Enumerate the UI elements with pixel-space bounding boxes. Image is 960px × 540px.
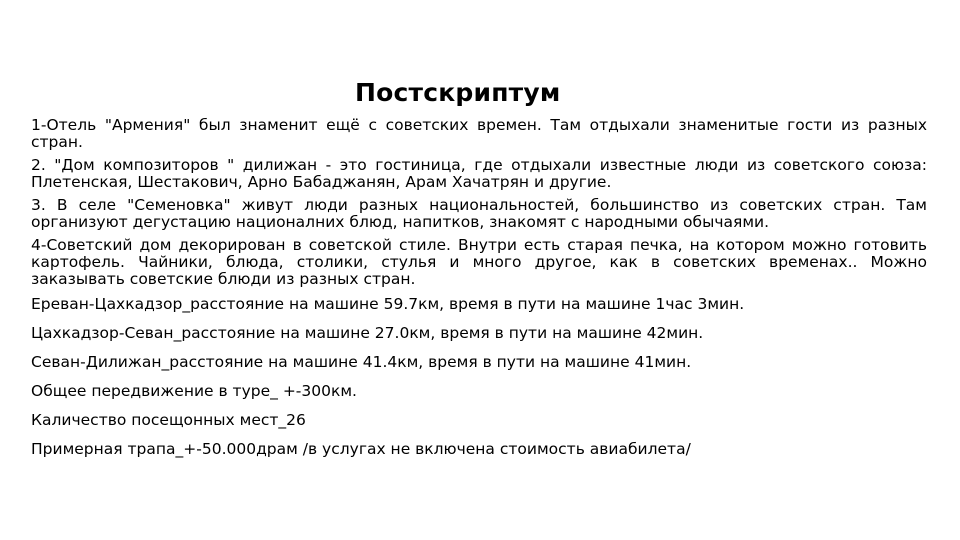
route-sevan-dilijan: Севан-Дилижан_расстояние на машине 41.4км, время в пути на машине 41мин. bbox=[31, 353, 692, 371]
slide-body bbox=[31, 117, 927, 464]
paragraph-hotel-armenia: 1-Отель "Армения" был знаменит ещё с советских времен. Там отдыхали знаменитые гости из разных стран. bbox=[31, 116, 927, 151]
route-info-list bbox=[31, 290, 927, 464]
approximate-cost: Примерная трапа_+-50.000драм /в услугах не включена стоимость авиабилета/ bbox=[31, 440, 691, 458]
paragraph-soviet-house: 4-Советский дом декорирован в советской стиле. Внутри есть старая печка, на котором можно готовить картофель. Чайники, блюда, столики, стулья и много другое, как в советских временах.. Можно заказывать советские блюди из разных стран. bbox=[31, 236, 927, 288]
paragraph-semenovka: 3. В селе "Семеновка" живут люди разных национальностей, большинство из советских стран. Там организуют дегустацию националних блюд, напитков, знакомят с народными обычаями. bbox=[31, 196, 927, 231]
total-distance: Общее передвижение в туре_ +-300км. bbox=[31, 382, 357, 400]
route-tsaghkadzor-sevan: Цахкадзор-Севан_расстояние на машине 27.0км, время в пути на машине 42мин. bbox=[31, 324, 704, 342]
page-title: Постскриптум bbox=[355, 78, 561, 107]
paragraph-composers-house: 2. "Дом композиторов " дилижан - это гостиница, где отдыхали известные люди из советского союза: Плетенская, Шестакович, Арно Бабаджанян, Арам Хачатрян и другие. bbox=[31, 156, 927, 191]
places-count: Каличество посещонных мест_26 bbox=[31, 411, 306, 429]
route-yerevan-tsaghkadzor: Ереван-Цахкадзор_расстояние на машине 59.7км, время в пути на машине 1час 3мин. bbox=[31, 295, 745, 313]
